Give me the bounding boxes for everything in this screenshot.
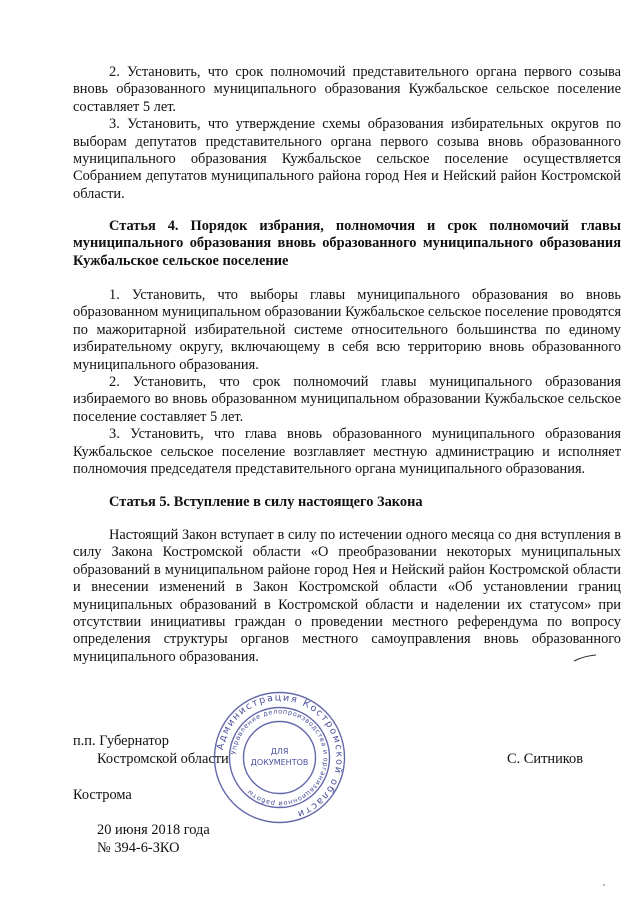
signature-name: С. Ситников	[507, 751, 584, 767]
article-5-paragraph: Настоящий Закон вступает в силу по истечении одного месяца со дня вступления в силу Закона Костромской области «О преобразовании некоторых муниципальных образований в муниципальном районе город Нея и Нейский район Костромской области и внесении изменений в Закон Костромской области «Об установлении границ муниципальных образований в Костромской области и наделении их статусом» при отсутствии инициативы граждан о проведении местного референдума по вопросу определения структуры органов местного самоуправления вновь образованного муниципального образования.	[73, 527, 621, 665]
signature-number: № 394-6-ЗКО	[97, 840, 180, 856]
article-5-body	[73, 527, 621, 666]
article-4-paragraph-2: 2. Установить, что срок полномочий главы муниципального образования избираемого во вновь образованном муниципальном образовании Кужбальское сельское поселение составляет 5 лет.	[73, 374, 621, 425]
article-4-body	[73, 287, 621, 478]
pen-mark	[572, 652, 600, 664]
signature-title: п.п. Губернатор	[73, 733, 169, 749]
signature-region: Костромской области	[97, 751, 229, 767]
article-5-heading: Статья 5. Вступление в силу настоящего Закона	[109, 494, 423, 510]
paragraph-term-representative-body: 2. Установить, что срок полномочий представительного органа первого созыва вновь образованного муниципального образования Кужбальское сельское поселение составляет 5 лет.	[73, 64, 621, 115]
section-top	[73, 64, 621, 203]
article-4-heading: Статья 4. Порядок избрания, полномочия и срок полномочий главы муниципального образования вновь образованного муниципального образования Кужбальское сельское поселение	[73, 218, 621, 269]
official-stamp	[212, 690, 347, 825]
page-speck	[600, 880, 620, 890]
article-4-paragraph-1: 1. Установить, что выборы главы муниципального образования во вновь образованном муниципальном образовании Кужбальское сельское поселение проводятся по мажоритарной избирательной системе относительного большинства по единому избирательному округу, включающему в себя всю территорию вновь образованного муниципального образования.	[73, 287, 621, 373]
paragraph-electoral-districts: 3. Установить, что утверждение схемы образования избирательных округов по выборам депутатов представительного органа первого созыва вновь образованного муниципального образования Кужбальское сельское поселение осуществляется Собранием депутатов муниципального района город Нея и Нейский район Костромской области.	[73, 116, 621, 202]
stamp-outer-text: Администрация Костромской области	[214, 692, 345, 820]
signature-date: 20 июня 2018 года	[97, 822, 210, 838]
article-4-paragraph-3: 3. Установить, что глава вновь образованного муниципального образования Кужбальское сельское поселение возглавляет местную администрацию и исполняет полномочия председателя представительного органа муниципального образования.	[73, 426, 621, 478]
stamp-center-line1: ДЛЯ	[270, 747, 289, 756]
signature-city: Кострома	[73, 787, 132, 803]
stamp-center-line2: ДОКУМЕНТОВ	[250, 758, 309, 767]
stamp-inner-text: Управление делопроизводства и организационной работы	[229, 707, 330, 808]
